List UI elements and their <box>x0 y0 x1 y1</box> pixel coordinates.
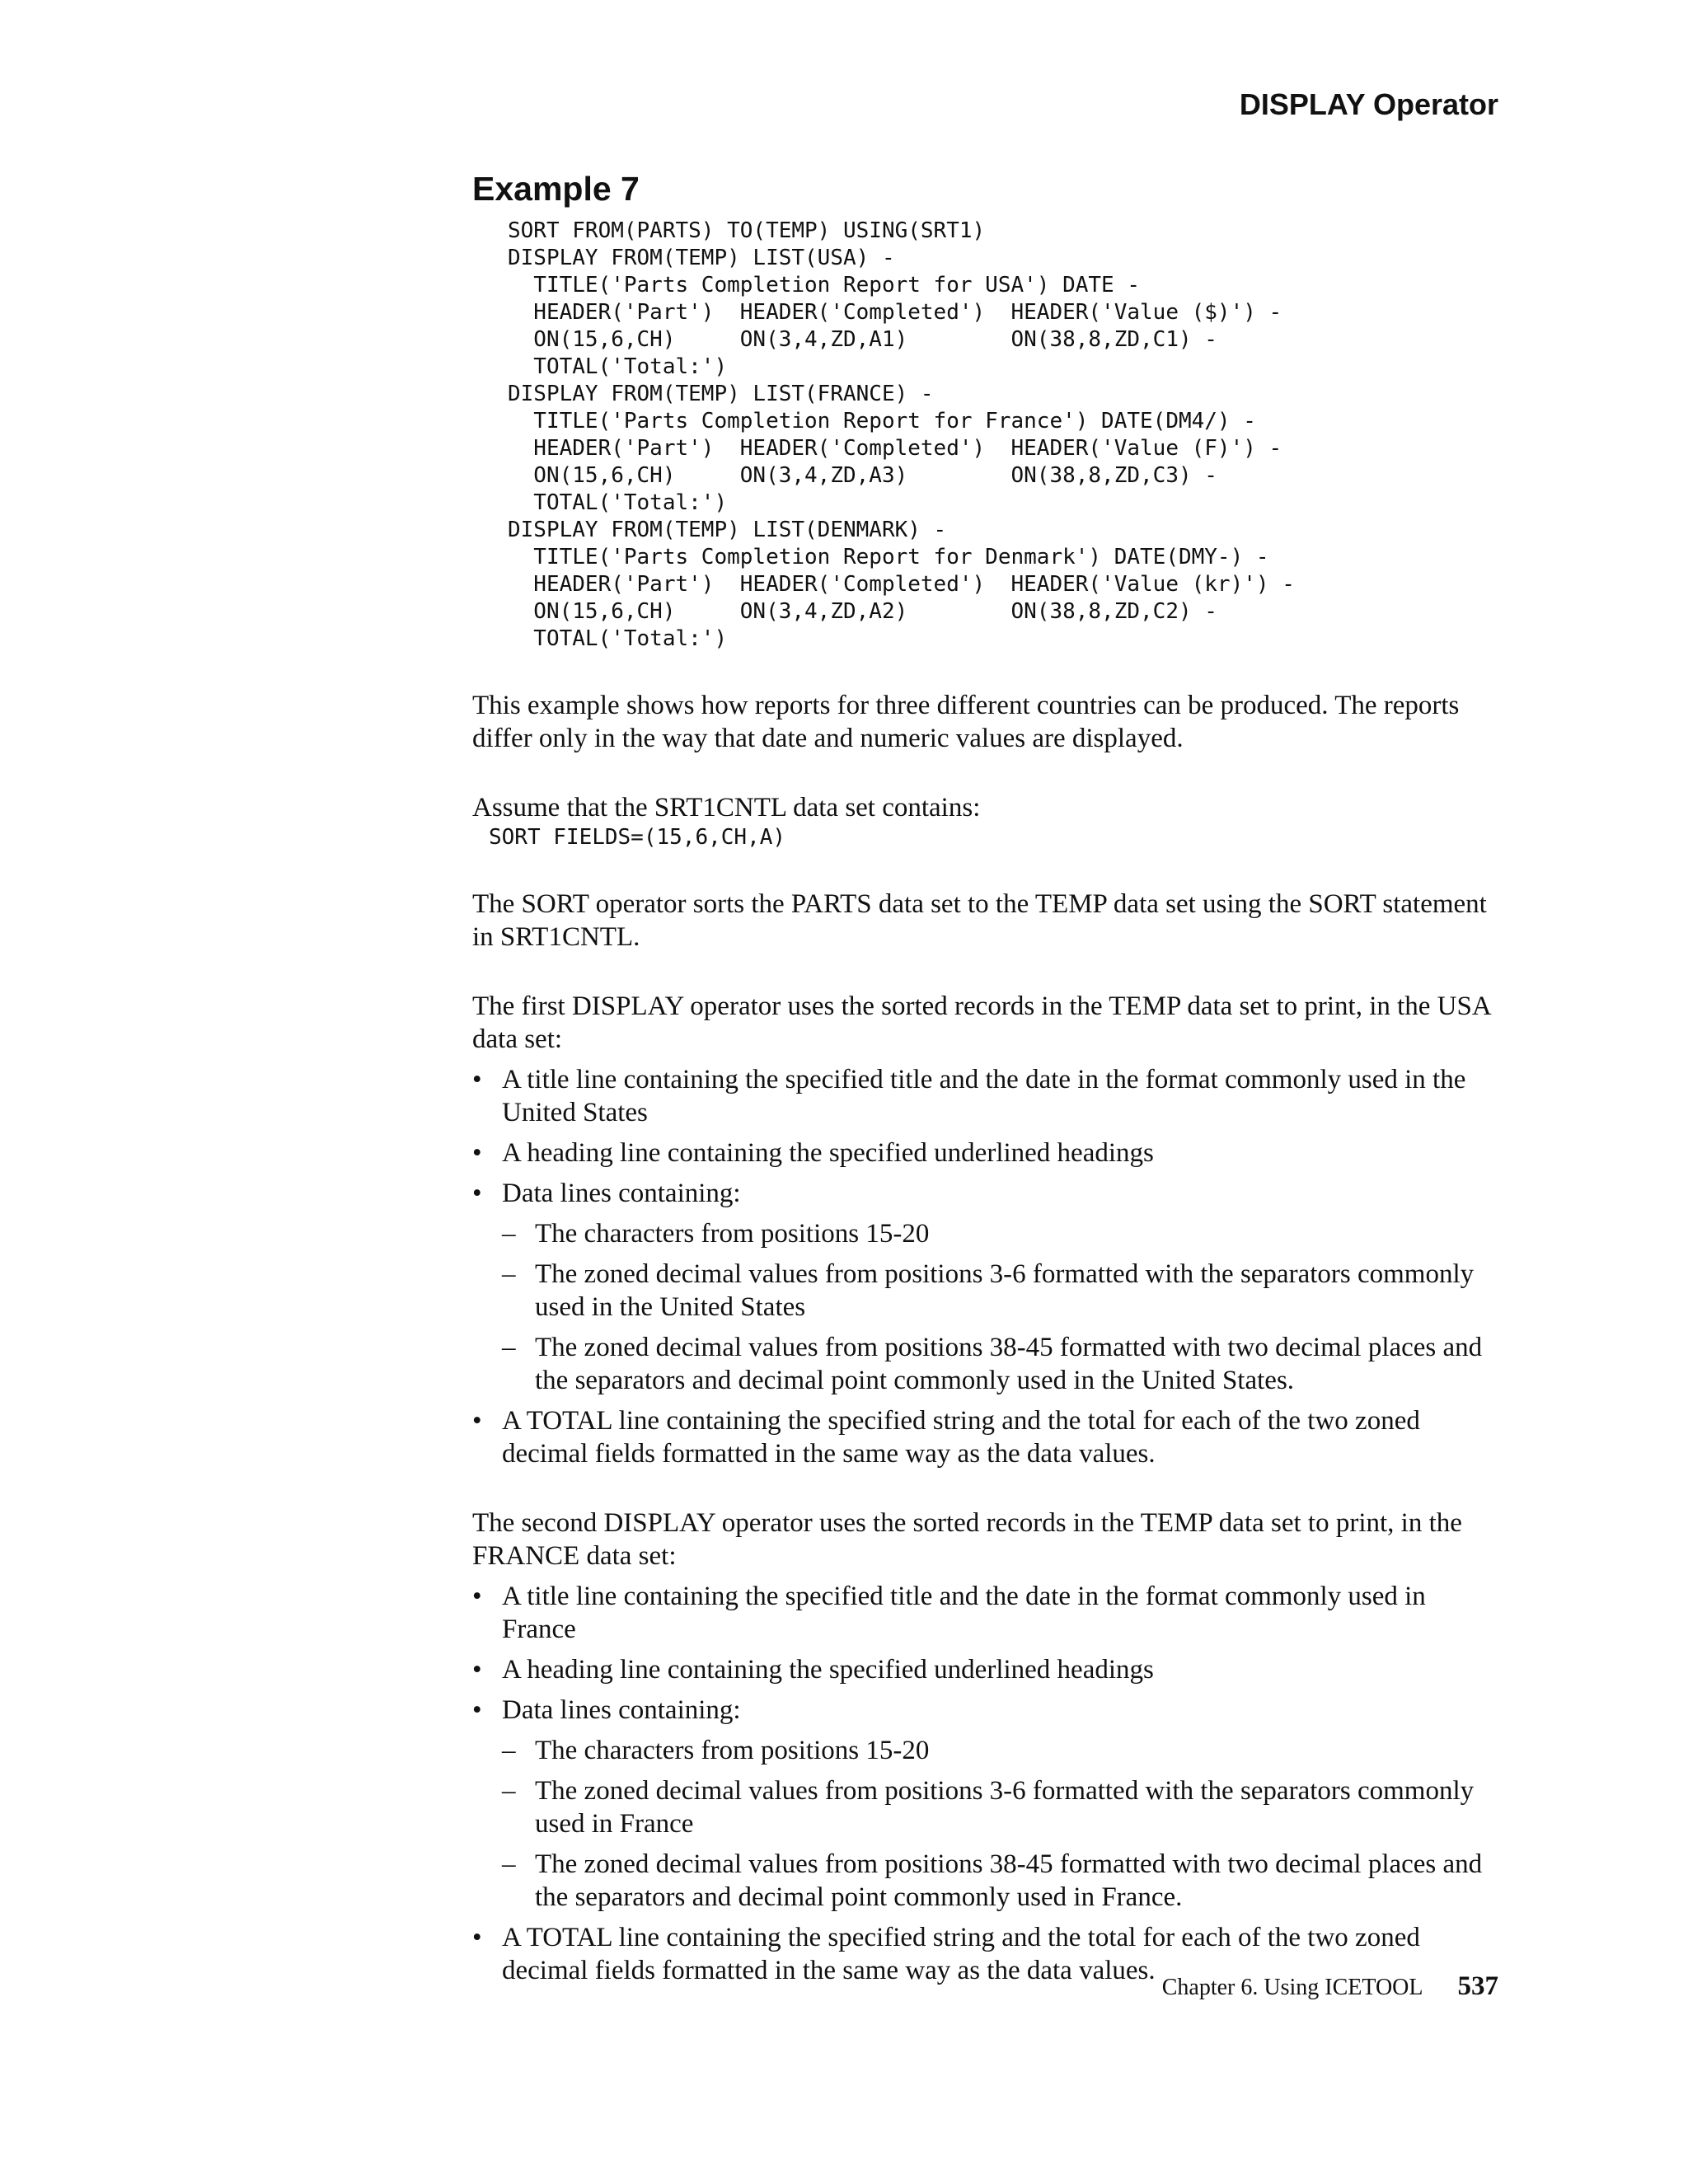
dash-mark: – <box>502 1776 516 1806</box>
list-item <box>472 1653 1498 1686</box>
bullet-mark: • <box>472 1695 482 1725</box>
bullet-mark: • <box>472 1923 482 1952</box>
sublist-item-text: The zoned decimal values from positions 3-6 formatted with the separators commonly used in the United States <box>535 1259 1475 1322</box>
list-item-text: A heading line containing the specified underlined headings <box>502 1138 1154 1168</box>
bullet-mark: • <box>472 1582 482 1611</box>
bullet-mark: • <box>472 1406 482 1436</box>
bullet-mark: • <box>472 1138 482 1168</box>
sublist-item <box>502 1734 1498 1767</box>
dash-mark: – <box>502 1333 516 1362</box>
running-header: DISPLAY Operator <box>1239 87 1498 121</box>
sublist-item <box>502 1258 1498 1324</box>
sublist-item <box>502 1774 1498 1840</box>
list-item <box>472 1694 1498 1914</box>
list-item-text: A title line containing the specified title and the date in the format commonly used in the United States <box>502 1065 1466 1127</box>
bullet-mark: • <box>472 1065 482 1094</box>
code-example: SORT FROM(PARTS) TO(TEMP) USING(SRT1) DISPLAY FROM(TEMP) LIST(USA) - TITLE('Parts Completion Report for USA') DATE - HEADER('Part') HEADER('Completed') HEADER('Value ($)') - ON(15,6,CH) ON(3,4,ZD,A1) ON(38,8,ZD,C1) - TOTAL('Total:') DISPLAY FROM(TEMP) LIST(FRANCE) - TITLE('Parts Completion Report for France') DATE(DM4/) - HEADER('Part') HEADER('Completed') HEADER('Value (F)') - ON(15,6,CH) ON(3,4,ZD,A3) ON(38,8,ZD,C3) - TOTAL('Total:') DISPLAY FROM(TEMP) LIST(DENMARK) - TITLE('Parts Completion Report for Denmark') DATE(DMY-) - HEADER('Part') HEADER('Completed') HEADER('Value (kr)') - ON(15,6,CH) ON(3,4,ZD,A2) ON(38,8,ZD,C2) - TOTAL('Total:') <box>508 218 1295 651</box>
usa-data-sublist <box>502 1217 1498 1397</box>
list-item-text: A heading line containing the specified underlined headings <box>502 1655 1154 1685</box>
bullet-mark: • <box>472 1179 482 1208</box>
sublist-item-text: The characters from positions 15-20 <box>535 1736 930 1765</box>
list-item <box>472 1404 1498 1470</box>
srt1cntl-code: SORT FIELDS=(15,6,CH,A) <box>489 825 786 850</box>
footer-chapter: Chapter 6. Using ICETOOL <box>1161 1975 1423 2000</box>
dash-mark: – <box>502 1259 516 1289</box>
list-item-text: Data lines containing: <box>502 1179 741 1208</box>
sublist-item <box>502 1217 1498 1250</box>
france-data-sublist <box>502 1734 1498 1914</box>
sort-operator-paragraph: The SORT operator sorts the PARTS data set to the TEMP data set using the SORT statement in SRT1CNTL. <box>472 889 1487 952</box>
dash-mark: – <box>502 1849 516 1879</box>
list-item <box>472 1177 1498 1397</box>
list-item-text: A TOTAL line containing the specified string and the total for each of the two zoned decimal fields formatted in the same way as the data values. <box>502 1923 1420 1985</box>
dash-mark: – <box>502 1736 516 1765</box>
list-item-text: Data lines containing: <box>502 1695 741 1725</box>
page-content <box>472 165 1498 1987</box>
france-list <box>472 1580 1498 1987</box>
sublist-item-text: The characters from positions 15-20 <box>535 1219 930 1249</box>
sublist-item-text: The zoned decimal values from positions 3-6 formatted with the separators commonly used in France <box>535 1776 1475 1839</box>
assume-paragraph: Assume that the SRT1CNTL data set contains: <box>472 793 981 823</box>
usa-list <box>472 1063 1498 1470</box>
sublist-item-text: The zoned decimal values from positions 38-45 formatted with two decimal places and the separators and decimal point commonly used in France. <box>535 1849 1483 1912</box>
sublist-item <box>502 1848 1498 1914</box>
first-display-paragraph: The first DISPLAY operator uses the sorted records in the TEMP data set to print, in the USA data set: <box>472 991 1490 1054</box>
sublist-item <box>502 1331 1498 1397</box>
second-display-paragraph: The second DISPLAY operator uses the sorted records in the TEMP data set to print, in the FRANCE data set: <box>472 1508 1462 1571</box>
list-item <box>472 1580 1498 1646</box>
list-item <box>472 1063 1498 1129</box>
dash-mark: – <box>502 1219 516 1249</box>
list-item <box>472 1137 1498 1169</box>
intro-paragraph: This example shows how reports for three different countries can be produced. The reports differ only in the way that date and numeric values are displayed. <box>472 691 1460 753</box>
page-footer <box>1162 1971 1498 2002</box>
list-item-text: A TOTAL line containing the specified string and the total for each of the two zoned decimal fields formatted in the same way as the data values. <box>502 1406 1420 1469</box>
example-title: Example 7 <box>472 170 640 208</box>
bullet-mark: • <box>472 1655 482 1685</box>
sublist-item-text: The zoned decimal values from positions 38-45 formatted with two decimal places and the separators and decimal point commonly used in the United States. <box>535 1333 1483 1395</box>
page-number: 537 <box>1457 1971 1498 2001</box>
list-item-text: A title line containing the specified title and the date in the format commonly used in France <box>502 1582 1426 1644</box>
